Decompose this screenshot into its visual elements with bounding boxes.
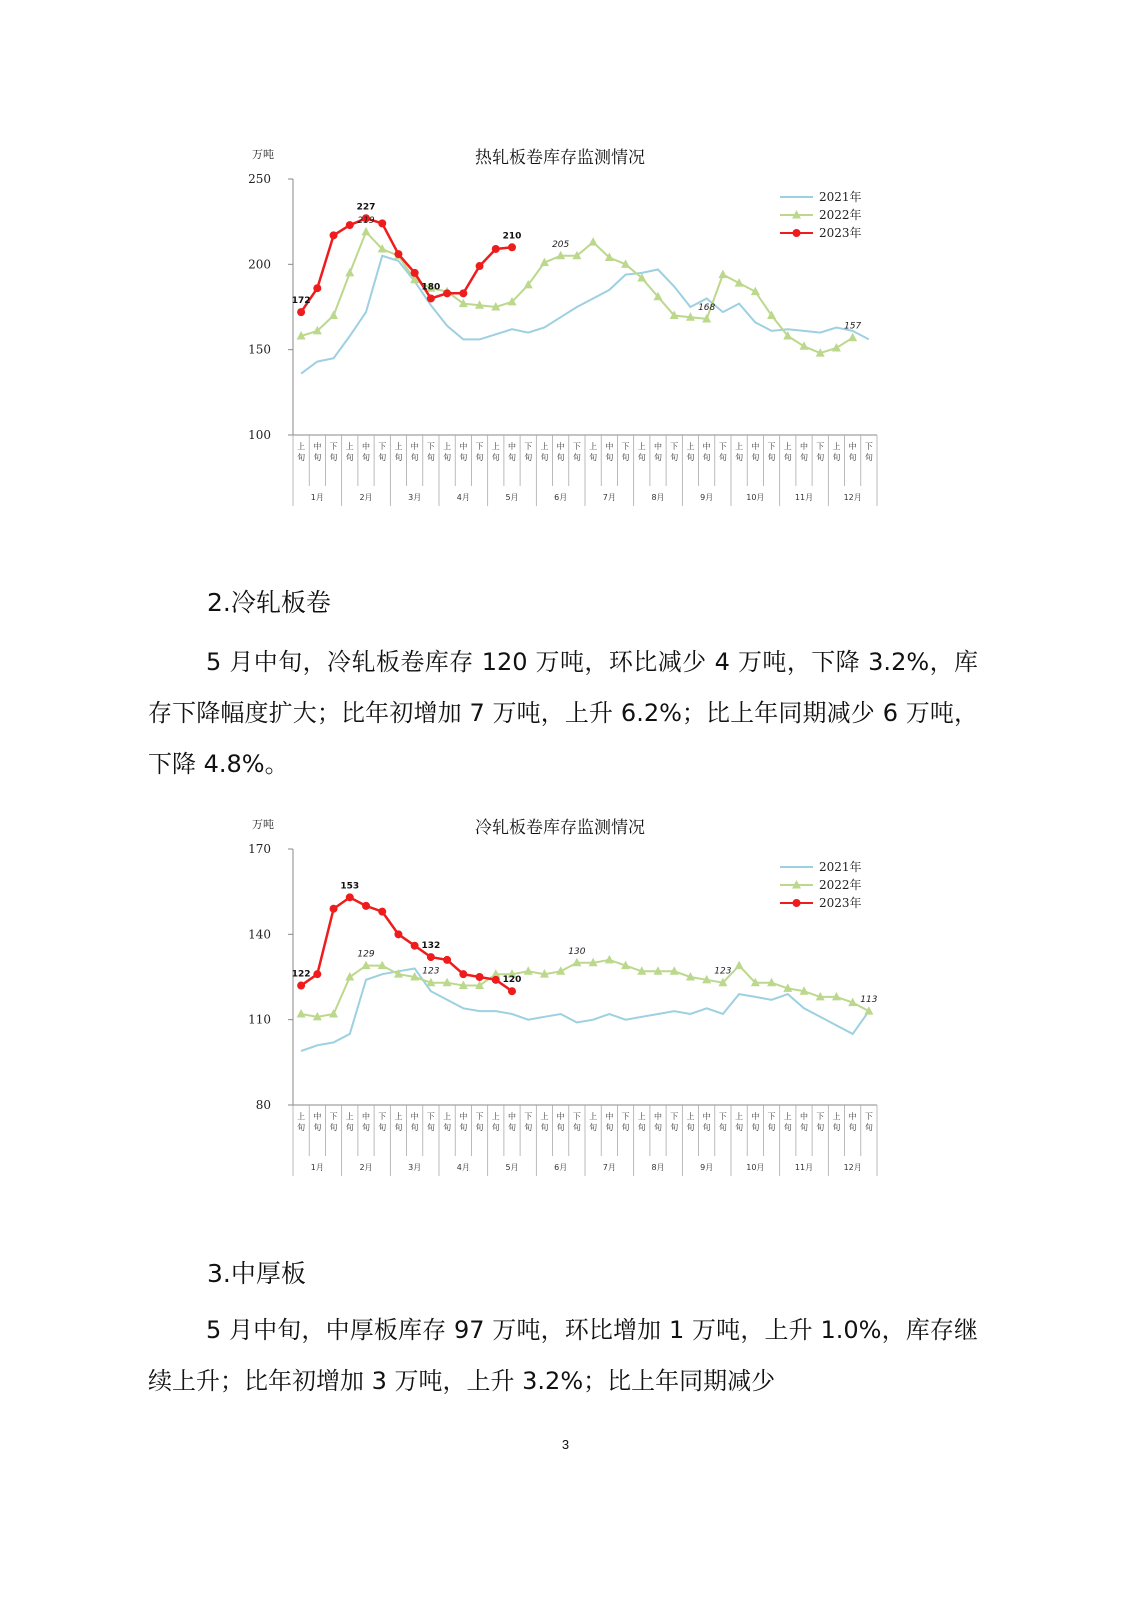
hot-rolled-x-tick-label: 中 xyxy=(556,442,565,451)
hot-rolled-month-label: 4月 xyxy=(456,493,470,502)
cold-rolled-point-2023年 xyxy=(443,956,451,964)
hot-rolled-point-2023年 xyxy=(346,221,354,229)
hot-rolled-x-tick-label: 旬 xyxy=(508,453,516,462)
hot-rolled-x-tick-label: 上 xyxy=(832,442,841,451)
hot-rolled-data-label: 172 xyxy=(291,296,311,307)
hot-rolled-x-tick-label: 旬 xyxy=(670,453,679,462)
hot-rolled-x-tick-label: 下 xyxy=(816,442,825,451)
cold-rolled-inventory-chart xyxy=(0,805,1131,1185)
cold-rolled-y-tick-label: 80 xyxy=(255,1098,271,1112)
cold-rolled-x-tick-label: 中 xyxy=(313,1112,322,1121)
cold-rolled-x-tick-label: 中 xyxy=(605,1112,614,1121)
cold-rolled-x-tick-label: 旬 xyxy=(816,1123,825,1132)
hot-rolled-legend-label: 2022年 xyxy=(819,208,862,222)
hot-rolled-x-tick-label: 上 xyxy=(735,442,744,451)
cold-rolled-x-tick-label: 旬 xyxy=(832,1123,841,1132)
hot-rolled-x-tick-label: 上 xyxy=(637,442,646,451)
cold-rolled-x-tick-label: 旬 xyxy=(654,1123,662,1132)
hot-rolled-data-label: 210 xyxy=(502,231,522,242)
cold-rolled-x-tick-label: 上 xyxy=(637,1112,646,1121)
hot-rolled-legend-label: 2021年 xyxy=(819,190,862,204)
cold-rolled-x-tick-label: 上 xyxy=(589,1112,598,1121)
cold-rolled-month-label: 8月 xyxy=(651,1163,665,1172)
cold-rolled-x-tick-label: 旬 xyxy=(702,1123,711,1132)
hot-rolled-point-2022年 xyxy=(362,227,371,236)
cold-rolled-point-2023年 xyxy=(459,970,467,978)
cold-rolled-point-2022年 xyxy=(329,1009,338,1018)
hot-rolled-x-tick-label: 中 xyxy=(313,442,322,451)
hot-rolled-x-tick-label: 旬 xyxy=(362,453,370,462)
hot-rolled-x-tick-label: 旬 xyxy=(475,453,484,462)
hot-rolled-data-label: 227 xyxy=(356,202,376,213)
hot-rolled-month-label: 5月 xyxy=(505,493,519,502)
cold-rolled-x-tick-label: 中 xyxy=(556,1112,565,1121)
hot-rolled-point-2022年 xyxy=(329,311,338,320)
cold-rolled-x-tick-label: 旬 xyxy=(345,1123,354,1132)
cold-rolled-x-tick-label: 中 xyxy=(751,1112,760,1121)
hot-rolled-x-tick-label: 旬 xyxy=(751,453,760,462)
hot-rolled-x-tick-label: 旬 xyxy=(783,453,792,462)
hot-rolled-point-2023年 xyxy=(313,284,321,292)
hot-rolled-title: 热轧板卷库存监测情况 xyxy=(475,148,645,168)
section-paragraph-medium-plate: 5 月中旬，中厚板库存 97 万吨，环比增加 1 万吨，上升 1.0%，库存继续上升；比年初增加 3 万吨，上升 3.2%；比上年同期减少 xyxy=(148,1316,978,1395)
hot-rolled-x-tick-label: 旬 xyxy=(767,453,776,462)
cold-rolled-x-tick-label: 旬 xyxy=(751,1123,760,1132)
hot-rolled-x-tick-label: 旬 xyxy=(654,453,662,462)
hot-rolled-x-tick-label: 下 xyxy=(767,442,776,451)
hot-rolled-point-2023年 xyxy=(476,262,484,270)
cold-rolled-month-label: 11月 xyxy=(794,1163,814,1172)
cold-rolled-x-tick-label: 旬 xyxy=(800,1123,808,1132)
cold-rolled-x-tick-label: 上 xyxy=(394,1112,403,1121)
hot-rolled-month-label: 6月 xyxy=(554,493,568,502)
hot-rolled-data-label: 205 xyxy=(552,239,570,250)
cold-rolled-point-2022年 xyxy=(345,972,354,981)
hot-rolled-x-tick-label: 旬 xyxy=(297,453,306,462)
cold-rolled-x-tick-label: 旬 xyxy=(783,1123,792,1132)
cold-rolled-x-tick-label: 下 xyxy=(329,1112,338,1121)
cold-rolled-point-2023年 xyxy=(427,953,435,961)
cold-rolled-data-label: 113 xyxy=(860,995,878,1006)
hot-rolled-x-tick-label: 旬 xyxy=(589,453,598,462)
hot-rolled-x-tick-label: 下 xyxy=(329,442,338,451)
cold-rolled-x-tick-label: 下 xyxy=(621,1112,630,1121)
hot-rolled-month-label: 2月 xyxy=(359,493,373,502)
hot-rolled-x-tick-label: 中 xyxy=(362,442,370,451)
hot-rolled-x-tick-label: 旬 xyxy=(735,453,744,462)
hot-rolled-x-tick-label: 上 xyxy=(443,442,452,451)
cold-rolled-point-2023年 xyxy=(330,905,338,913)
cold-rolled-x-tick-label: 旬 xyxy=(572,1123,581,1132)
cold-rolled-point-2023年 xyxy=(476,973,484,981)
hot-rolled-point-2023年 xyxy=(394,250,402,258)
cold-rolled-x-tick-label: 下 xyxy=(767,1112,776,1121)
hot-rolled-x-tick-label: 旬 xyxy=(491,453,500,462)
cold-rolled-x-tick-label: 旬 xyxy=(735,1123,744,1132)
hot-rolled-x-tick-label: 下 xyxy=(378,442,387,451)
cold-rolled-point-2022年 xyxy=(605,955,614,964)
cold-rolled-series-line-2021年 xyxy=(301,966,869,1052)
cold-rolled-data-label: 122 xyxy=(291,969,311,980)
hot-rolled-x-tick-label: 上 xyxy=(297,442,306,451)
cold-rolled-x-tick-label: 下 xyxy=(670,1112,679,1121)
hot-rolled-x-tick-label: 中 xyxy=(459,442,468,451)
cold-rolled-x-tick-label: 下 xyxy=(475,1112,484,1121)
section-paragraph-cold-rolled: 5 月中旬，冷轧板卷库存 120 万吨，环比减少 4 万吨，下降 3.2%，库存下降幅度扩大；比年初增加 7 万吨，上升 6.2%；比上年同期减少 6 万吨，下降 4.8%。 xyxy=(148,648,978,778)
hot-rolled-x-tick-label: 中 xyxy=(702,442,711,451)
cold-rolled-y-tick-label: 170 xyxy=(248,842,271,856)
hot-rolled-x-tick-label: 下 xyxy=(572,442,581,451)
hot-rolled-point-2022年 xyxy=(832,343,841,352)
cold-rolled-title: 冷轧板卷库存监测情况 xyxy=(475,818,645,838)
hot-rolled-x-tick-label: 旬 xyxy=(459,453,468,462)
hot-rolled-x-tick-label: 旬 xyxy=(605,453,614,462)
cold-rolled-x-tick-label: 下 xyxy=(816,1112,825,1121)
cold-rolled-x-tick-label: 下 xyxy=(426,1112,435,1121)
cold-rolled-x-tick-label: 下 xyxy=(572,1112,581,1121)
hot-rolled-x-tick-label: 中 xyxy=(751,442,760,451)
cold-rolled-month-label: 7月 xyxy=(602,1163,616,1172)
hot-rolled-legend-marker xyxy=(793,229,801,237)
hot-rolled-x-tick-label: 下 xyxy=(718,442,727,451)
hot-rolled-data-label: 168 xyxy=(698,302,716,313)
hot-rolled-point-2022年 xyxy=(800,341,809,350)
cold-rolled-x-tick-label: 旬 xyxy=(329,1123,338,1132)
cold-rolled-data-label: 130 xyxy=(568,946,586,957)
cold-rolled-x-tick-label: 中 xyxy=(362,1112,370,1121)
cold-rolled-x-tick-label: 中 xyxy=(800,1112,808,1121)
hot-rolled-month-label: 9月 xyxy=(700,493,714,502)
hot-rolled-month-label: 10月 xyxy=(746,493,765,502)
cold-rolled-x-tick-label: 下 xyxy=(524,1112,533,1121)
cold-rolled-month-label: 2月 xyxy=(359,1163,373,1172)
cold-rolled-month-label: 6月 xyxy=(554,1163,568,1172)
cold-rolled-point-2023年 xyxy=(394,930,402,938)
cold-rolled-point-2023年 xyxy=(411,942,419,950)
cold-rolled-data-label: 123 xyxy=(422,966,440,977)
hot-rolled-y-tick-label: 200 xyxy=(248,257,271,272)
hot-rolled-point-2023年 xyxy=(443,289,451,297)
cold-rolled-x-tick-label: 旬 xyxy=(475,1123,484,1132)
cold-rolled-chart-svg xyxy=(0,805,1131,1185)
cold-rolled-x-tick-label: 上 xyxy=(297,1112,306,1121)
cold-rolled-x-tick-label: 上 xyxy=(345,1112,354,1121)
cold-rolled-x-tick-label: 旬 xyxy=(508,1123,516,1132)
cold-rolled-point-2022年 xyxy=(297,1009,306,1018)
cold-rolled-point-2023年 xyxy=(362,902,370,910)
hot-rolled-x-tick-label: 中 xyxy=(410,442,419,451)
cold-rolled-data-label: 129 xyxy=(357,949,375,960)
hot-rolled-x-tick-label: 中 xyxy=(800,442,808,451)
hot-rolled-data-label: 219 xyxy=(357,215,375,226)
hot-rolled-point-2022年 xyxy=(589,237,598,246)
hot-rolled-point-2023年 xyxy=(378,219,386,227)
hot-rolled-x-tick-label: 旬 xyxy=(702,453,711,462)
cold-rolled-x-tick-label: 旬 xyxy=(589,1123,598,1132)
hot-rolled-x-tick-label: 上 xyxy=(589,442,598,451)
hot-rolled-x-tick-label: 中 xyxy=(848,442,857,451)
cold-rolled-x-tick-label: 旬 xyxy=(864,1123,873,1132)
hot-rolled-x-tick-label: 中 xyxy=(508,442,516,451)
cold-rolled-point-2023年 xyxy=(508,987,516,995)
hot-rolled-y-tick-label: 100 xyxy=(248,428,271,442)
cold-rolled-x-tick-label: 旬 xyxy=(605,1123,614,1132)
hot-rolled-x-tick-label: 旬 xyxy=(572,453,581,462)
cold-rolled-data-label: 153 xyxy=(340,881,360,892)
hot-rolled-x-tick-label: 下 xyxy=(524,442,533,451)
hot-rolled-point-2022年 xyxy=(718,270,727,279)
hot-rolled-x-tick-label: 旬 xyxy=(848,453,857,462)
hot-rolled-point-2022年 xyxy=(459,299,468,308)
cold-rolled-x-tick-label: 旬 xyxy=(362,1123,370,1132)
hot-rolled-x-tick-label: 旬 xyxy=(426,453,435,462)
cold-rolled-point-2022年 xyxy=(735,961,744,970)
hot-rolled-x-tick-label: 下 xyxy=(621,442,630,451)
cold-rolled-x-tick-label: 中 xyxy=(410,1112,419,1121)
cold-rolled-x-tick-label: 旬 xyxy=(378,1123,387,1132)
hot-rolled-x-tick-label: 下 xyxy=(670,442,679,451)
cold-rolled-x-tick-label: 旬 xyxy=(637,1123,646,1132)
hot-rolled-month-label: 12月 xyxy=(843,493,862,502)
hot-rolled-x-tick-label: 上 xyxy=(394,442,403,451)
hot-rolled-x-tick-label: 旬 xyxy=(686,453,695,462)
hot-rolled-x-tick-label: 旬 xyxy=(832,453,841,462)
cold-rolled-legend-label: 2022年 xyxy=(819,878,862,892)
cold-rolled-x-tick-label: 旬 xyxy=(621,1123,630,1132)
cold-rolled-data-label: 120 xyxy=(502,975,522,986)
cold-rolled-x-tick-label: 上 xyxy=(783,1112,792,1121)
hot-rolled-x-tick-label: 上 xyxy=(491,442,500,451)
hot-rolled-x-tick-label: 中 xyxy=(605,442,614,451)
cold-rolled-month-label: 12月 xyxy=(843,1163,862,1172)
cold-rolled-month-label: 9月 xyxy=(700,1163,714,1172)
hot-rolled-point-2022年 xyxy=(345,268,354,277)
cold-rolled-month-label: 10月 xyxy=(746,1163,765,1172)
hot-rolled-unit-label: 万吨 xyxy=(252,148,274,161)
cold-rolled-unit-label: 万吨 xyxy=(252,818,274,831)
hot-rolled-point-2023年 xyxy=(492,245,500,253)
cold-rolled-x-tick-label: 中 xyxy=(508,1112,516,1121)
hot-rolled-legend-label: 2023年 xyxy=(819,226,862,240)
hot-rolled-x-tick-label: 旬 xyxy=(540,453,549,462)
cold-rolled-x-tick-label: 旬 xyxy=(524,1123,533,1132)
cold-rolled-legend-label: 2021年 xyxy=(819,860,862,874)
hot-rolled-point-2022年 xyxy=(848,333,857,342)
cold-rolled-x-tick-label: 旬 xyxy=(394,1123,403,1132)
hot-rolled-month-label: 11月 xyxy=(794,493,814,502)
cold-rolled-x-tick-label: 下 xyxy=(718,1112,727,1121)
cold-rolled-x-tick-label: 旬 xyxy=(848,1123,857,1132)
hot-rolled-inventory-chart xyxy=(0,135,1131,515)
hot-rolled-x-tick-label: 中 xyxy=(654,442,662,451)
hot-rolled-x-tick-label: 旬 xyxy=(345,453,354,462)
cold-rolled-x-tick-label: 上 xyxy=(540,1112,549,1121)
cold-rolled-x-tick-label: 上 xyxy=(443,1112,452,1121)
cold-rolled-x-tick-label: 旬 xyxy=(540,1123,549,1132)
cold-rolled-x-tick-label: 中 xyxy=(702,1112,711,1121)
cold-rolled-month-label: 3月 xyxy=(408,1163,422,1172)
cold-rolled-point-2023年 xyxy=(346,893,354,901)
cold-rolled-x-tick-label: 上 xyxy=(491,1112,500,1121)
cold-rolled-x-tick-label: 旬 xyxy=(556,1123,565,1132)
cold-rolled-x-tick-label: 旬 xyxy=(718,1123,727,1132)
hot-rolled-data-label: 180 xyxy=(421,282,441,293)
hot-rolled-x-tick-label: 旬 xyxy=(313,453,322,462)
cold-rolled-x-tick-label: 旬 xyxy=(426,1123,435,1132)
cold-rolled-point-2023年 xyxy=(313,970,321,978)
hot-rolled-x-tick-label: 旬 xyxy=(637,453,646,462)
hot-rolled-x-tick-label: 旬 xyxy=(378,453,387,462)
hot-rolled-x-tick-label: 旬 xyxy=(718,453,727,462)
cold-rolled-x-tick-label: 旬 xyxy=(313,1123,322,1132)
hot-rolled-x-tick-label: 旬 xyxy=(329,453,338,462)
hot-rolled-x-tick-label: 旬 xyxy=(524,453,533,462)
cold-rolled-month-label: 4月 xyxy=(456,1163,470,1172)
hot-rolled-x-tick-label: 旬 xyxy=(621,453,630,462)
cold-rolled-x-tick-label: 下 xyxy=(864,1112,873,1121)
hot-rolled-x-tick-label: 旬 xyxy=(443,453,452,462)
cold-rolled-data-label: 123 xyxy=(714,966,732,977)
hot-rolled-x-tick-label: 旬 xyxy=(864,453,873,462)
cold-rolled-x-tick-label: 旬 xyxy=(686,1123,695,1132)
hot-rolled-x-tick-label: 旬 xyxy=(394,453,403,462)
cold-rolled-x-tick-label: 旬 xyxy=(767,1123,776,1132)
hot-rolled-month-label: 3月 xyxy=(408,493,422,502)
hot-rolled-x-tick-label: 上 xyxy=(540,442,549,451)
cold-rolled-point-2023年 xyxy=(297,982,305,990)
hot-rolled-y-tick-label: 150 xyxy=(248,342,271,357)
cold-rolled-x-tick-label: 中 xyxy=(848,1112,857,1121)
cold-rolled-x-tick-label: 旬 xyxy=(297,1123,306,1132)
hot-rolled-point-2023年 xyxy=(508,243,516,251)
cold-rolled-x-tick-label: 旬 xyxy=(459,1123,468,1132)
cold-rolled-x-tick-label: 旬 xyxy=(670,1123,679,1132)
hot-rolled-series-line-2021年 xyxy=(301,256,869,374)
hot-rolled-point-2023年 xyxy=(427,294,435,302)
cold-rolled-x-tick-label: 上 xyxy=(686,1112,695,1121)
hot-rolled-month-label: 1月 xyxy=(310,493,324,502)
cold-rolled-x-tick-label: 旬 xyxy=(443,1123,452,1132)
hot-rolled-x-tick-label: 上 xyxy=(345,442,354,451)
hot-rolled-x-tick-label: 上 xyxy=(686,442,695,451)
cold-rolled-legend-marker xyxy=(793,899,801,907)
cold-rolled-y-tick-label: 110 xyxy=(248,1012,271,1027)
hot-rolled-month-label: 8月 xyxy=(651,493,665,502)
page-number: 3 xyxy=(561,1437,570,1452)
cold-rolled-x-tick-label: 上 xyxy=(735,1112,744,1121)
section-heading-medium-plate: 3.中厚板 xyxy=(207,1259,306,1288)
hot-rolled-x-tick-label: 下 xyxy=(864,442,873,451)
cold-rolled-x-tick-label: 中 xyxy=(459,1112,468,1121)
cold-rolled-month-label: 5月 xyxy=(505,1163,519,1172)
cold-rolled-point-2023年 xyxy=(378,908,386,916)
hot-rolled-x-tick-label: 旬 xyxy=(800,453,808,462)
cold-rolled-x-tick-label: 上 xyxy=(832,1112,841,1121)
section-heading-cold-rolled: 2.冷轧板卷 xyxy=(207,588,331,617)
cold-rolled-x-tick-label: 下 xyxy=(378,1112,387,1121)
hot-rolled-x-tick-label: 旬 xyxy=(816,453,825,462)
hot-rolled-chart-svg xyxy=(0,135,1131,515)
hot-rolled-x-tick-label: 下 xyxy=(426,442,435,451)
cold-rolled-data-label: 132 xyxy=(421,941,441,952)
hot-rolled-x-tick-label: 旬 xyxy=(410,453,419,462)
hot-rolled-point-2023年 xyxy=(411,269,419,277)
hot-rolled-x-tick-label: 上 xyxy=(783,442,792,451)
hot-rolled-point-2023年 xyxy=(330,231,338,239)
hot-rolled-data-label: 157 xyxy=(844,321,862,332)
cold-rolled-point-2022年 xyxy=(524,966,533,975)
hot-rolled-point-2023年 xyxy=(297,308,305,316)
hot-rolled-x-tick-label: 旬 xyxy=(556,453,565,462)
cold-rolled-x-tick-label: 旬 xyxy=(410,1123,419,1132)
cold-rolled-legend-label: 2023年 xyxy=(819,896,862,910)
hot-rolled-point-2023年 xyxy=(459,289,467,297)
hot-rolled-y-tick-label: 250 xyxy=(248,172,271,186)
hot-rolled-month-label: 7月 xyxy=(602,493,616,502)
cold-rolled-x-tick-label: 中 xyxy=(654,1112,662,1121)
cold-rolled-point-2023年 xyxy=(492,976,500,984)
cold-rolled-month-label: 1月 xyxy=(310,1163,324,1172)
hot-rolled-x-tick-label: 下 xyxy=(475,442,484,451)
cold-rolled-y-tick-label: 140 xyxy=(248,927,271,942)
cold-rolled-x-tick-label: 旬 xyxy=(491,1123,500,1132)
